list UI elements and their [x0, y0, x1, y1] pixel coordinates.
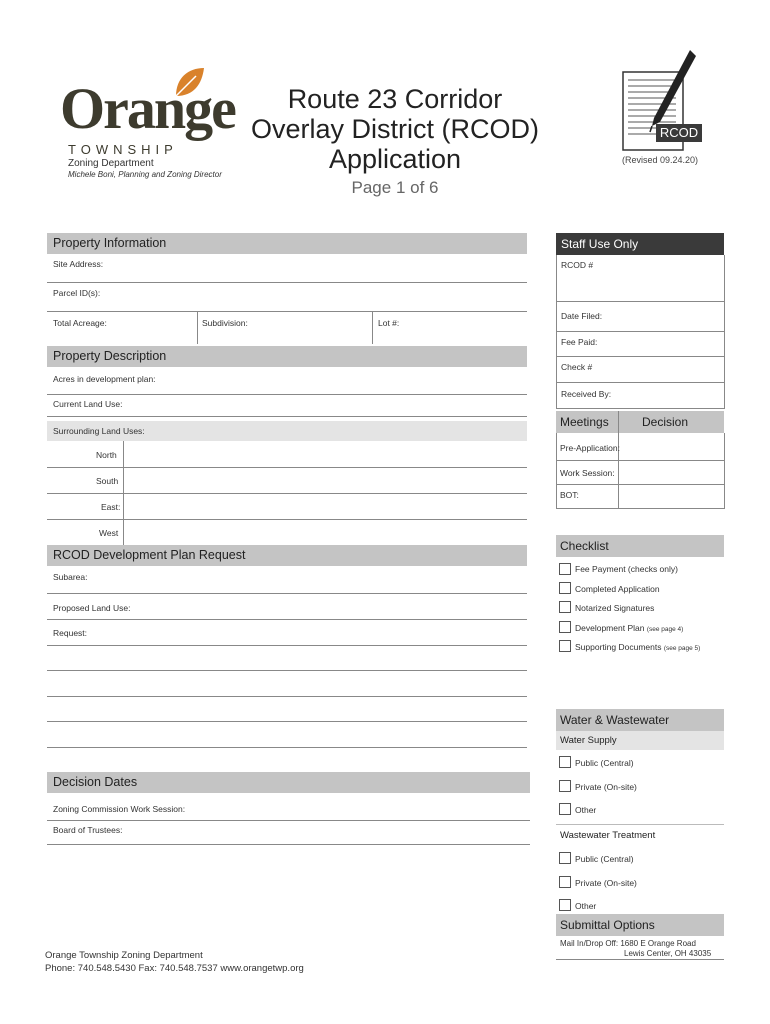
director-label: Michele Boni, Planning and Zoning Director	[68, 170, 222, 179]
check-number-label: Check #	[561, 362, 593, 372]
supporting-documents-label	[575, 642, 700, 652]
wastewater-public-checkbox[interactable]	[559, 852, 571, 864]
logo-wordmark: Orange	[60, 76, 235, 141]
footer-contact: Phone: 740.548.5430 Fax: 740.548.7537 www.orangetwp.org	[45, 963, 304, 974]
checklist-title: Checklist	[560, 539, 609, 553]
fee-paid-field[interactable]	[556, 356, 724, 357]
east-field[interactable]	[47, 519, 527, 520]
parcel-ids-label: Parcel ID(s):	[53, 288, 101, 298]
fee-payment-checkbox[interactable]	[559, 563, 571, 575]
property-desc-header	[47, 346, 527, 367]
east-label: East:	[101, 502, 121, 512]
rcod-document-icon	[622, 48, 706, 153]
submittal-address-line-2: Lewis Center, OH 43035	[624, 949, 712, 958]
logo-subtitle: TOWNSHIP	[68, 142, 178, 157]
work-session-label: Zoning Commission Work Session:	[53, 804, 186, 814]
title-line-1: Route 23 Corridor	[287, 84, 503, 114]
water-public-label: Public (Central)	[575, 758, 634, 768]
notarized-signatures-label: Notarized Signatures	[575, 603, 655, 613]
check-number-field[interactable]	[556, 382, 724, 383]
township-logo	[60, 66, 240, 161]
subdivision-divider	[372, 311, 373, 344]
submittal-bottom-rule	[556, 959, 724, 960]
staff-use-title: Staff Use Only	[561, 237, 639, 251]
rcod-number-label: RCOD #	[561, 260, 594, 270]
request-field-line-3[interactable]	[47, 696, 527, 697]
subdivision-label: Subdivision:	[202, 318, 248, 328]
meeting-work-session-label: Work Session:	[560, 468, 615, 478]
rcod-badge: RCOD	[656, 124, 702, 142]
page-indicator: Page 1 of 6	[351, 178, 439, 197]
work-session-field[interactable]	[47, 820, 530, 821]
wastewater-public-label: Public (Central)	[575, 854, 634, 864]
submittal-address-line-1: Mail In/Drop Off: 1680 E Orange Road	[560, 939, 696, 948]
trustees-field[interactable]	[47, 844, 530, 845]
supporting-documents-checkbox[interactable]	[559, 640, 571, 652]
total-acreage-label: Total Acreage:	[53, 318, 107, 328]
south-field[interactable]	[47, 493, 527, 494]
development-plan-note: (see page 4)	[646, 626, 684, 633]
fee-payment-label: Fee Payment (checks only)	[575, 564, 678, 574]
wastewater-private-label: Private (On-site)	[575, 878, 637, 888]
submittal-title: Submittal Options	[560, 918, 655, 932]
checklist-header	[556, 535, 724, 557]
trustees-label: Board of Trustees:	[53, 825, 123, 835]
wastewater-private-checkbox[interactable]	[559, 876, 571, 888]
date-filed-field[interactable]	[556, 331, 724, 332]
subarea-field[interactable]	[47, 593, 527, 594]
water-supply-label: Water Supply	[560, 735, 617, 746]
title-line-3: Application	[328, 144, 462, 174]
decision-dates-header	[47, 772, 530, 793]
property-info-header	[47, 233, 527, 254]
subarea-label: Subarea:	[53, 572, 88, 582]
work-session-row[interactable]	[556, 484, 724, 485]
bot-label: BOT:	[560, 490, 579, 500]
proposed-use-field[interactable]	[47, 619, 527, 620]
decision-dates-title: Decision Dates	[53, 775, 138, 789]
request-field-line-5[interactable]	[47, 747, 527, 748]
acres-label: Acres in development plan:	[53, 374, 156, 384]
received-by-label: Received By:	[561, 389, 612, 399]
decision-title: Decision	[642, 415, 689, 429]
completed-application-label: Completed Application	[575, 584, 660, 594]
development-plan-label	[575, 623, 683, 633]
water-title: Water & Wastewater	[560, 713, 670, 727]
wastewater-label: Wastewater Treatment	[560, 830, 656, 841]
water-supply-bar	[556, 731, 724, 750]
request-field-line-4[interactable]	[47, 721, 527, 722]
supporting-documents-text: Supporting Documents	[575, 642, 662, 652]
request-label: Request:	[53, 628, 88, 638]
north-label: North	[96, 450, 117, 460]
property-info-title: Property Information	[53, 236, 167, 250]
completed-application-checkbox[interactable]	[559, 582, 571, 594]
request-field-line-1[interactable]	[47, 645, 527, 646]
current-use-label: Current Land Use:	[53, 399, 123, 409]
supporting-documents-note: (see page 5)	[663, 645, 701, 652]
west-label: West	[99, 528, 119, 538]
lot-label: Lot #:	[378, 318, 400, 328]
development-plan-text: Development Plan	[575, 623, 645, 633]
meetings-header	[556, 411, 724, 433]
surrounding-label: Surrounding Land Uses:	[53, 426, 145, 436]
proposed-use-label: Proposed Land Use:	[53, 603, 131, 613]
north-field[interactable]	[47, 467, 527, 468]
south-label: South	[96, 476, 119, 486]
current-use-field[interactable]	[47, 416, 527, 417]
request-field-line-2[interactable]	[47, 670, 527, 671]
dev-plan-header	[47, 545, 527, 566]
acres-field[interactable]	[47, 394, 527, 395]
form-title	[250, 84, 540, 174]
pre-application-row[interactable]	[556, 460, 724, 461]
water-private-checkbox[interactable]	[559, 780, 571, 792]
site-address-field[interactable]	[47, 282, 527, 283]
water-header	[556, 709, 724, 731]
wastewater-bar	[556, 824, 724, 844]
water-other-checkbox[interactable]	[559, 803, 571, 815]
property-desc-title: Property Description	[53, 349, 167, 363]
department-label: Zoning Department	[68, 158, 154, 169]
date-filed-label: Date Filed:	[561, 311, 603, 321]
title-line-2: Overlay District (RCOD)	[251, 114, 539, 144]
development-plan-checkbox[interactable]	[559, 621, 571, 633]
acreage-divider	[197, 311, 198, 344]
dev-plan-title: RCOD Development Plan Request	[53, 548, 246, 562]
wastewater-other-checkbox[interactable]	[559, 899, 571, 911]
parcel-ids-field[interactable]	[47, 311, 527, 312]
staff-use-box	[556, 255, 725, 409]
staff-use-header	[556, 233, 724, 255]
fee-paid-label: Fee Paid:	[561, 337, 598, 347]
meetings-title: Meetings	[560, 415, 609, 429]
wastewater-other-label: Other	[575, 901, 597, 911]
site-address-label: Site Address:	[53, 259, 104, 269]
rcod-number-field[interactable]	[556, 301, 724, 302]
water-private-label: Private (On-site)	[575, 782, 637, 792]
submittal-header	[556, 914, 724, 936]
water-public-checkbox[interactable]	[559, 756, 571, 768]
pre-application-label: Pre-Application:	[560, 443, 621, 453]
notarized-signatures-checkbox[interactable]	[559, 601, 571, 613]
footer-department: Orange Township Zoning Department	[45, 950, 203, 961]
water-other-label: Other	[575, 805, 597, 815]
revised-date: (Revised 09.24.20)	[621, 155, 699, 165]
